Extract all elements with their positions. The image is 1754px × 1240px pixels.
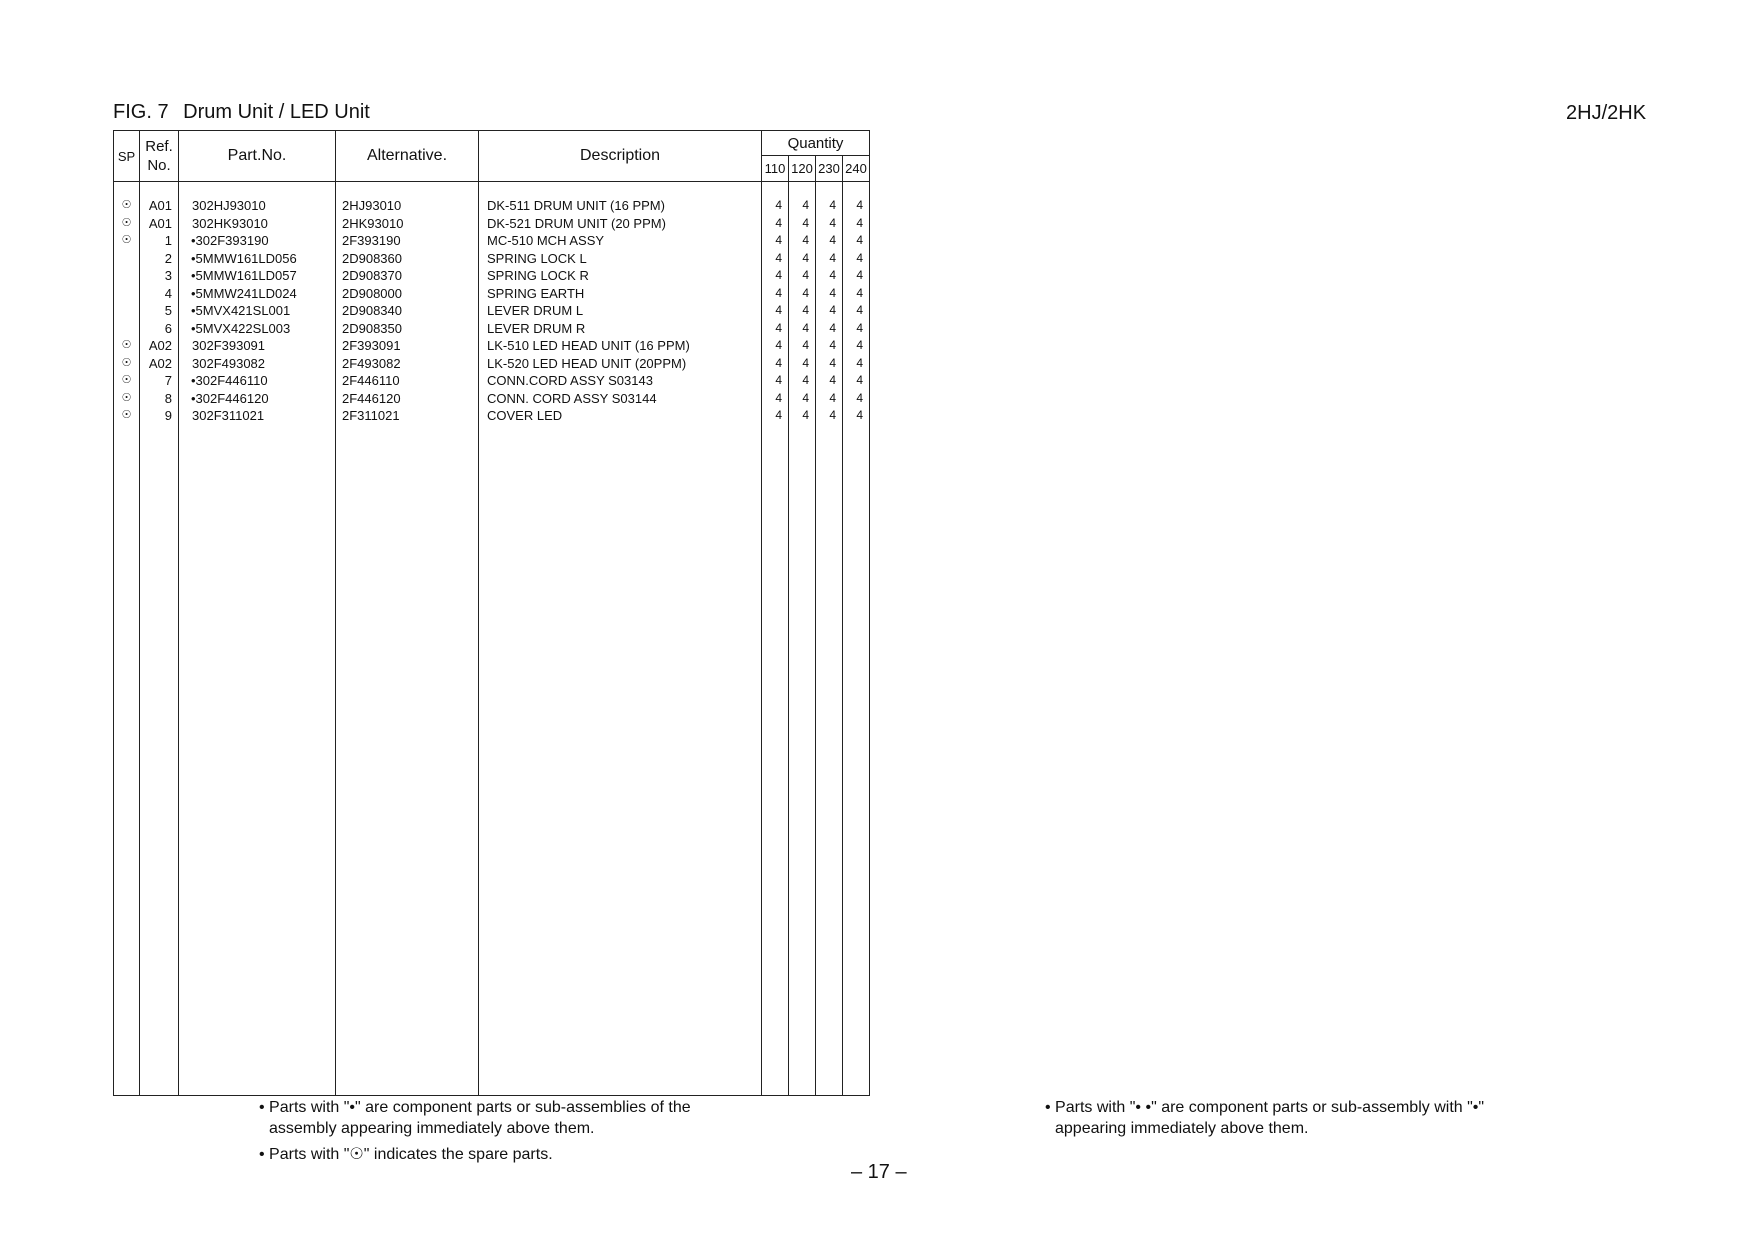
cell-sp: ☉ [114, 337, 140, 355]
table-row [114, 390, 870, 408]
cell-alternative: 2F446120 [336, 390, 479, 408]
header-quantity: Quantity [762, 131, 870, 156]
cell-part-no: 302F493082 [179, 355, 336, 373]
cell-ref-no: A01 [140, 215, 179, 233]
cell-qty-110: 4 [762, 390, 789, 408]
cell-qty-120: 4 [789, 337, 816, 355]
cell-ref-no: A02 [140, 337, 179, 355]
table-row [114, 285, 870, 303]
cell-sp [114, 267, 140, 285]
cell-alternative: 2D908000 [336, 285, 479, 303]
cell-qty-110: 4 [762, 250, 789, 268]
cell-sp: ☉ [114, 197, 140, 215]
cell-alternative: 2HJ93010 [336, 197, 479, 215]
cell-part-no: •302F446110 [179, 372, 336, 390]
cell-qty-120: 4 [789, 372, 816, 390]
cell-qty-110: 4 [762, 215, 789, 233]
cell-part-no: •5MMW161LD057 [179, 267, 336, 285]
cell-description: COVER LED [479, 407, 762, 425]
cell-qty-110: 4 [762, 302, 789, 320]
table-row [114, 215, 870, 233]
cell-qty-120: 4 [789, 407, 816, 425]
figure-label: FIG. 7 [113, 101, 169, 123]
cell-alternative: 2F393190 [336, 232, 479, 250]
table-row [114, 250, 870, 268]
cell-qty-120: 4 [789, 267, 816, 285]
cell-qty-230: 4 [816, 215, 843, 233]
cell-sp [114, 302, 140, 320]
cell-part-no: 302F311021 [179, 407, 336, 425]
cell-description: SPRING LOCK L [479, 250, 762, 268]
cell-qty-120: 4 [789, 250, 816, 268]
header-qty-110: 110 [762, 156, 789, 182]
header-ref-no: Ref. No. [140, 131, 179, 182]
cell-qty-110: 4 [762, 372, 789, 390]
cell-qty-110: 4 [762, 267, 789, 285]
cell-qty-110: 4 [762, 407, 789, 425]
note-sub-assembly [1045, 1097, 1484, 1139]
cell-qty-110: 4 [762, 197, 789, 215]
cell-sp: ☉ [114, 232, 140, 250]
cell-ref-no: 5 [140, 302, 179, 320]
cell-ref-no: 3 [140, 267, 179, 285]
note-component-line-2: assembly appearing immediately above them. [269, 1120, 595, 1137]
cell-qty-230: 4 [816, 355, 843, 373]
cell-ref-no: 4 [140, 285, 179, 303]
cell-sp: ☉ [114, 372, 140, 390]
cell-description: CONN.CORD ASSY S03143 [479, 372, 762, 390]
cell-ref-no: 7 [140, 372, 179, 390]
figure-title [113, 101, 370, 124]
cell-alternative: 2D908360 [336, 250, 479, 268]
table-row [114, 302, 870, 320]
cell-ref-no: A02 [140, 355, 179, 373]
note-spare-parts: • Parts with "☉" indicates the spare parts. [259, 1146, 553, 1163]
table-row [114, 232, 870, 250]
cell-qty-240: 4 [843, 215, 870, 233]
cell-part-no: •302F393190 [179, 232, 336, 250]
cell-qty-230: 4 [816, 390, 843, 408]
cell-ref-no: A01 [140, 197, 179, 215]
cell-sp [114, 250, 140, 268]
cell-qty-110: 4 [762, 232, 789, 250]
cell-alternative: 2D908350 [336, 320, 479, 338]
cell-alternative: 2HK93010 [336, 215, 479, 233]
cell-ref-no: 2 [140, 250, 179, 268]
cell-description: LEVER DRUM L [479, 302, 762, 320]
cell-sp [114, 285, 140, 303]
cell-alternative: 2D908370 [336, 267, 479, 285]
parts-table-body [114, 182, 870, 1096]
header-description: Description [479, 131, 762, 182]
cell-description: DK-511 DRUM UNIT (16 PPM) [479, 197, 762, 215]
cell-alternative: 2F311021 [336, 407, 479, 425]
cell-qty-240: 4 [843, 372, 870, 390]
cell-part-no: •5MVX421SL001 [179, 302, 336, 320]
cell-sp [114, 320, 140, 338]
table-row [114, 197, 870, 215]
note-component-line-1: • Parts with "•" are component parts or sub-assemblies of the [259, 1099, 691, 1116]
cell-ref-no: 6 [140, 320, 179, 338]
cell-qty-230: 4 [816, 250, 843, 268]
cell-description: SPRING LOCK R [479, 267, 762, 285]
cell-qty-230: 4 [816, 337, 843, 355]
cell-sp: ☉ [114, 407, 140, 425]
cell-part-no: 302HK93010 [179, 215, 336, 233]
figure-name: Drum Unit / LED Unit [183, 101, 370, 123]
cell-qty-240: 4 [843, 320, 870, 338]
cell-qty-120: 4 [789, 302, 816, 320]
cell-qty-230: 4 [816, 302, 843, 320]
cell-ref-no: 8 [140, 390, 179, 408]
cell-part-no: •5MMW161LD056 [179, 250, 336, 268]
cell-qty-120: 4 [789, 232, 816, 250]
table-row [114, 337, 870, 355]
cell-alternative: 2F393091 [336, 337, 479, 355]
cell-description: LEVER DRUM R [479, 320, 762, 338]
cell-qty-110: 4 [762, 285, 789, 303]
table-row [114, 355, 870, 373]
cell-qty-240: 4 [843, 232, 870, 250]
header-qty-120: 120 [789, 156, 816, 182]
header-qty-230: 230 [816, 156, 843, 182]
model-code: 2HJ/2HK [1566, 102, 1647, 124]
cell-qty-240: 4 [843, 407, 870, 425]
cell-part-no: 302HJ93010 [179, 197, 336, 215]
cell-sp: ☉ [114, 215, 140, 233]
cell-qty-240: 4 [843, 337, 870, 355]
table-row [114, 320, 870, 338]
cell-qty-110: 4 [762, 355, 789, 373]
cell-qty-120: 4 [789, 197, 816, 215]
header-alternative: Alternative. [336, 131, 479, 182]
note-component-parts [259, 1097, 691, 1139]
cell-alternative: 2F493082 [336, 355, 479, 373]
cell-qty-110: 4 [762, 320, 789, 338]
note-sub-assembly-line-2: appearing immediately above them. [1055, 1120, 1309, 1137]
cell-qty-120: 4 [789, 355, 816, 373]
table-row [114, 372, 870, 390]
cell-qty-230: 4 [816, 285, 843, 303]
cell-qty-230: 4 [816, 232, 843, 250]
cell-qty-240: 4 [843, 197, 870, 215]
cell-sp: ☉ [114, 390, 140, 408]
cell-description: LK-510 LED HEAD UNIT (16 PPM) [479, 337, 762, 355]
cell-qty-230: 4 [816, 407, 843, 425]
cell-part-no: •302F446120 [179, 390, 336, 408]
header-sp: SP [114, 131, 140, 182]
cell-qty-120: 4 [789, 285, 816, 303]
header-qty-240: 240 [843, 156, 870, 182]
cell-description: CONN. CORD ASSY S03144 [479, 390, 762, 408]
cell-qty-240: 4 [843, 390, 870, 408]
cell-ref-no: 9 [140, 407, 179, 425]
cell-qty-230: 4 [816, 320, 843, 338]
cell-part-no: •5MVX422SL003 [179, 320, 336, 338]
cell-ref-no: 1 [140, 232, 179, 250]
cell-qty-240: 4 [843, 355, 870, 373]
cell-qty-230: 4 [816, 372, 843, 390]
cell-qty-120: 4 [789, 320, 816, 338]
page-number: – 17 – [851, 1161, 907, 1183]
cell-sp: ☉ [114, 355, 140, 373]
table-row [114, 267, 870, 285]
table-row [114, 407, 870, 425]
cell-part-no: 302F393091 [179, 337, 336, 355]
cell-part-no: •5MMW241LD024 [179, 285, 336, 303]
cell-alternative: 2D908340 [336, 302, 479, 320]
cell-qty-240: 4 [843, 267, 870, 285]
header-part-no: Part.No. [179, 131, 336, 182]
cell-qty-120: 4 [789, 215, 816, 233]
cell-description: LK-520 LED HEAD UNIT (20PPM) [479, 355, 762, 373]
cell-description: MC-510 MCH ASSY [479, 232, 762, 250]
cell-qty-110: 4 [762, 337, 789, 355]
cell-qty-120: 4 [789, 390, 816, 408]
cell-description: SPRING EARTH [479, 285, 762, 303]
cell-qty-240: 4 [843, 285, 870, 303]
cell-description: DK-521 DRUM UNIT (20 PPM) [479, 215, 762, 233]
cell-qty-240: 4 [843, 250, 870, 268]
cell-alternative: 2F446110 [336, 372, 479, 390]
cell-qty-240: 4 [843, 302, 870, 320]
parts-table [113, 130, 870, 1096]
cell-qty-230: 4 [816, 267, 843, 285]
cell-qty-230: 4 [816, 197, 843, 215]
note-sub-assembly-line-1: • Parts with "• •" are component parts or sub-assembly with "•" [1045, 1099, 1485, 1116]
